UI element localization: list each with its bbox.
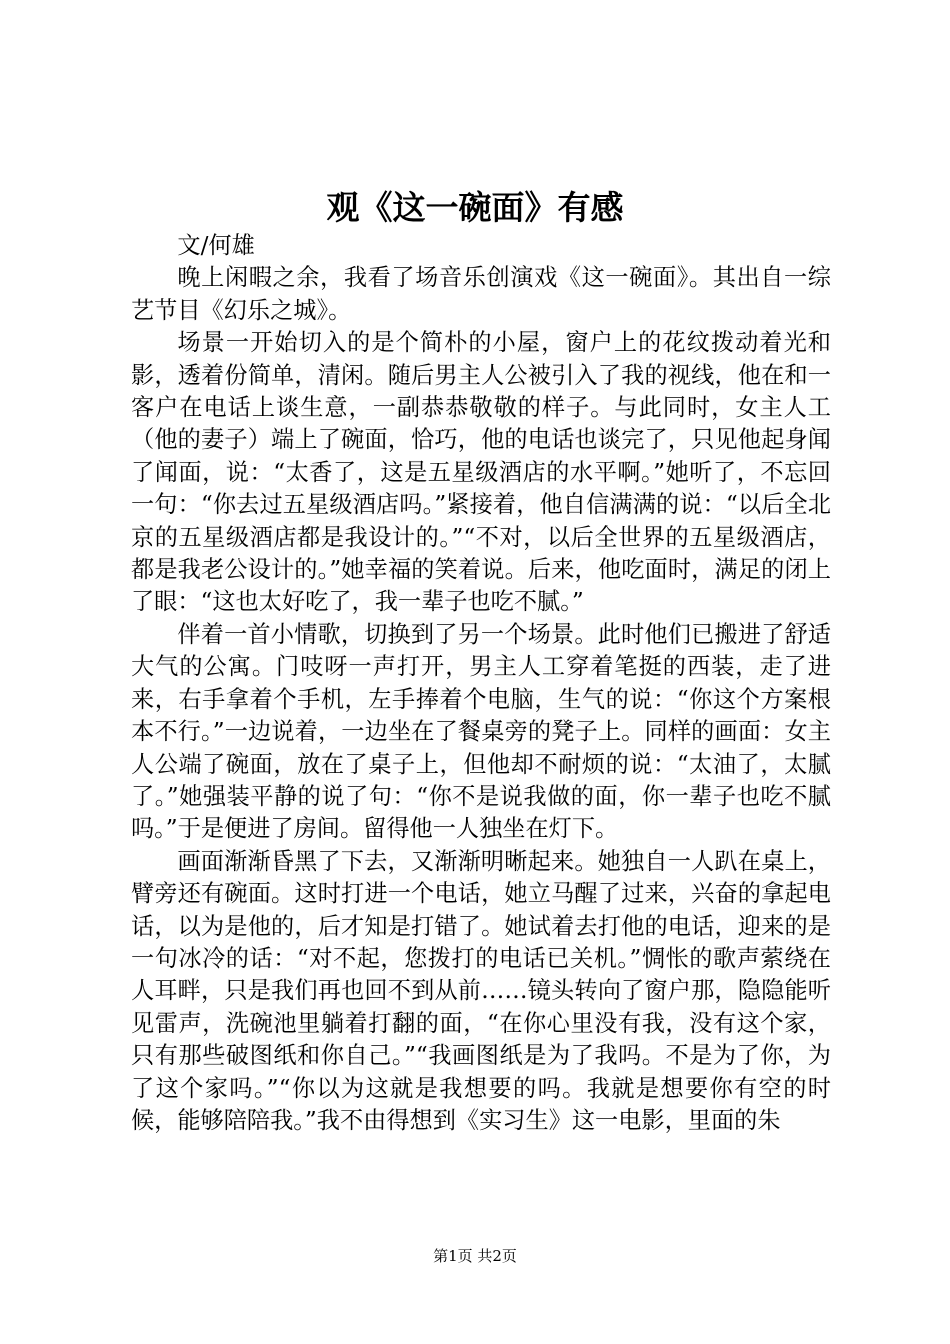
document-body	[131, 230, 831, 1137]
paragraph: 场景一开始切入的是个简朴的小屋，窗户上的花纹拨动着光和影，透着份简单，清闲。随后男主人公被引入了我的视线，他在和一客户在电话上谈生意，一副恭恭敬敬的样子。与此同时，女主人工（他的妻子）端上了碗面，恰巧，他的电话也谈完了，只见他起身闻了闻面，说：“太香了，这是五星级酒店的水平啊。”她听了，不忘回一句：“你去过五星级酒店吗。”紧接着，他自信满满的说：“以后全北京的五星级酒店都是我设计的。”“不对，以后全世界的五星级酒店，都是我老公设计的。”她幸福的笑着说。后来，他吃面时，满足的闭上了眼：“这也太好吃了，我一辈子也吃不腻。”	[131, 329, 831, 616]
page-footer	[0, 1246, 950, 1266]
paragraph: 画面渐渐昏黑了下去，又渐渐明晰起来。她独自一人趴在桌上，臂旁还有碗面。这时打进一个电话，她立马醒了过来，兴奋的拿起电话，以为是他的，后才知是打错了。她试着去打他的电话，迎来的是一句冰冷的话：“对不起，您拨打的电话已关机。”惆怅的歌声萦绕在人耳畔，只是我们再也回不到从前……镜头转向了窗户那，隐隐能听见雷声，洗碗池里躺着打翻的面，“在你心里没有我，没有这个家，只有那些破图纸和你自己。”“我画图纸是为了我吗。不是为了你，为了这个家吗。”“你以为这就是我想要的吗。我就是想要你有空的时候，能够陪陪我。”我不由得想到《实习生》这一电影，里面的朱	[131, 847, 831, 1134]
page-number: 第1页 共2页	[433, 1247, 517, 1265]
author-line: 文/何雄	[177, 232, 255, 259]
page-title: 观《这一碗面》有感	[326, 188, 624, 227]
paragraph: 晚上闲暇之余，我看了场音乐创演戏《这一碗面》。其出自一综艺节目《幻乐之城》。	[131, 264, 831, 324]
paragraph: 伴着一首小情歌，切换到了另一个场景。此时他们已搬进了舒适大气的公寓。门吱呀一声打开，男主人工穿着笔挺的西装，走了进来，右手拿着个手机，左手捧着个电脑，生气的说：“你这个方案根本不行。”一边说着，一边坐在了餐桌旁的凳子上。同样的画面：女主人公端了碗面，放在了桌子上，但他却不耐烦的说：“太油了，太腻了。”她强装平静的说了句：“你不是说我做的面，你一辈子也吃不腻吗。”于是便进了房间。留得他一人独坐在灯下。	[131, 620, 831, 843]
